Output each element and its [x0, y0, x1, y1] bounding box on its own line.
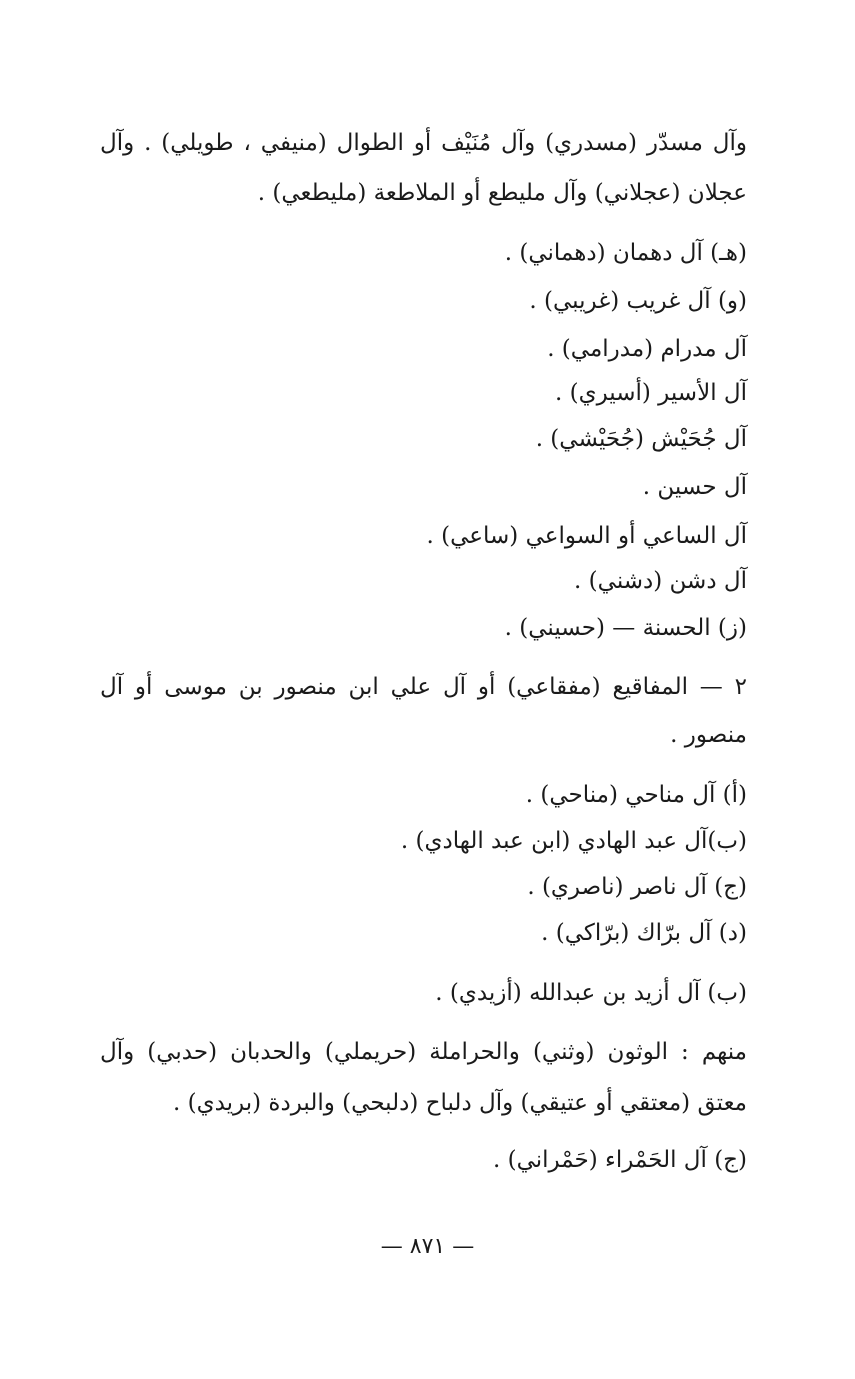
page-number: — ٨٧١ —: [380, 1234, 475, 1259]
text-line: وآل مسدّر (مسدري) وآل مُنَيْف أو الطوال (منيفي ، طويلي) . وآل: [100, 130, 747, 156]
list-item: (ب)آل عبد الهادي (ابن عبد الهادي) .: [400, 828, 747, 854]
list-item: (ج) آل الحَمْراء (حَمْراني) .: [493, 1147, 747, 1173]
list-item: (و) آل غريب (غريبي) .: [529, 288, 747, 314]
list-item: آل دشن (دشني) .: [574, 568, 747, 594]
section-heading-line: ٢ — المفاقيع (مفقاعي) أو آل علي ابن منصور بن موسى أو آل: [100, 674, 747, 700]
list-item: آل حسين .: [642, 474, 747, 500]
list-item: (ج) آل ناصر (ناصري) .: [527, 874, 747, 900]
list-item: (ز) الحسنة — (حسيني) .: [504, 615, 747, 641]
text-line: معتق (معتقي أو عتيقي) وآل دلباح (دلبحي) والبردة (بريدي) .: [172, 1090, 747, 1116]
text-line: منهم : الوثون (وثني) والحراملة (حريملي) والحدبان (حدبي) وآل: [100, 1039, 747, 1065]
list-item: آل الأسير (أسيري) .: [555, 380, 747, 406]
list-item: (أ) آل مناحي (مناحي) .: [525, 782, 747, 808]
text-line: منصور .: [670, 722, 747, 748]
text-line: عجلان (عجلاني) وآل مليطع أو الملاطعة (مليطعي) .: [257, 180, 747, 206]
list-item: (ب) آل أزيد بن عبدالله (أزيدي) .: [435, 980, 747, 1006]
list-item: آل جُحَيْش (جُحَيْشي) .: [535, 426, 747, 452]
list-item: (د) آل برّاك (برّاكي) .: [541, 920, 747, 946]
list-item: آل مدرام (مدرامي) .: [547, 336, 747, 362]
list-item: آل الساعي أو السواعي (ساعي) .: [426, 523, 747, 549]
list-item: (هـ) آل دهمان (دهماني) .: [504, 240, 747, 266]
